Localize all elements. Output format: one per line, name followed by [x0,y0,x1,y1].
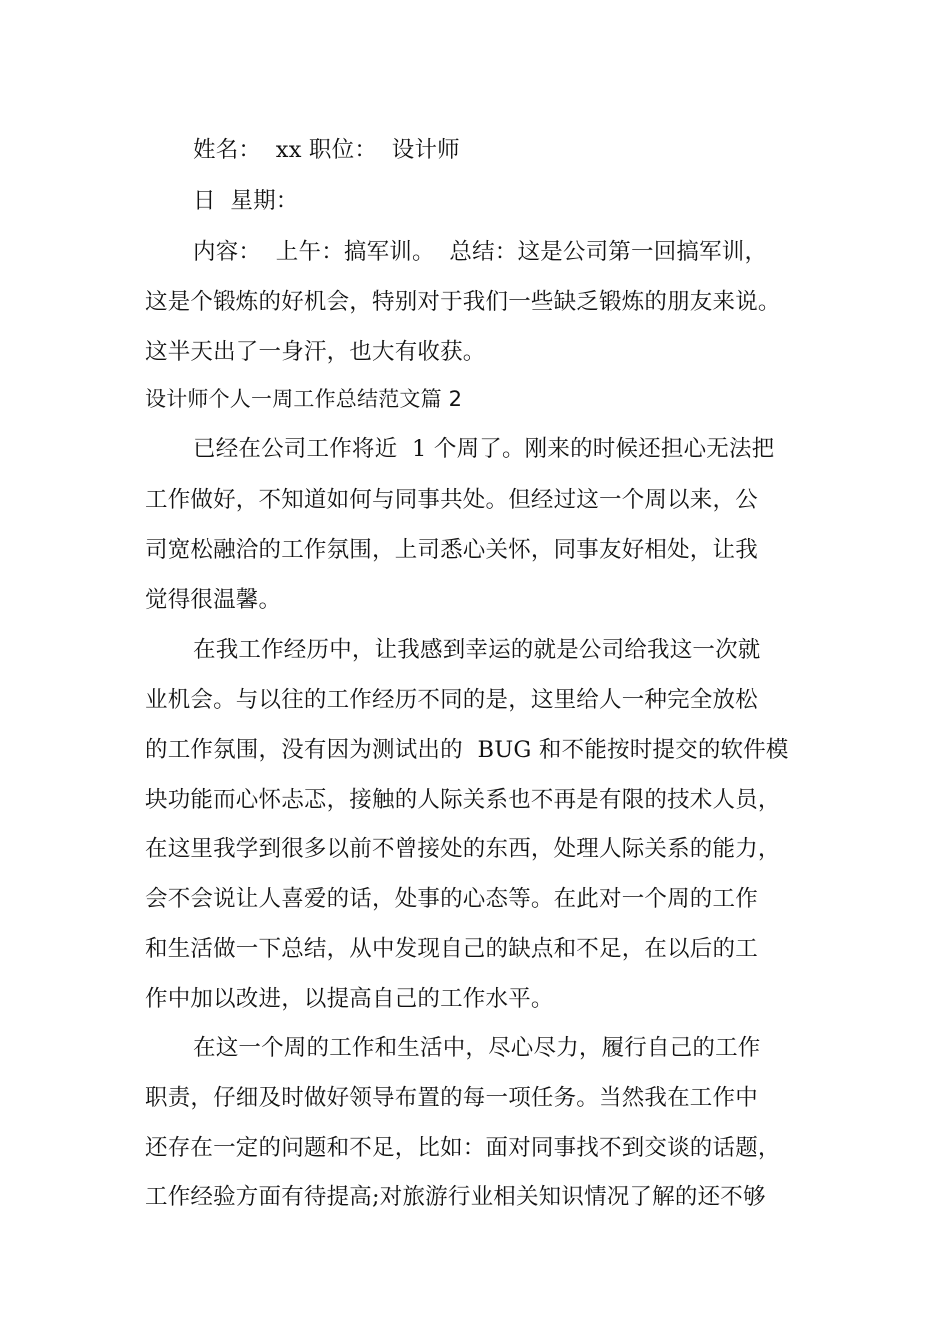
paragraph-line: 和生活做一下总结，从中发现自己的缺点和不足，在以后的工 [145,936,758,962]
paragraph-line: 还存在一定的问题和不足，比如：面对同事找不到交谈的话题， [145,1135,781,1161]
paragraph-line: 块功能而心怀忐忑，接触的人际关系也不再是有限的技术人员， [145,787,781,813]
paragraph-line: 职责，仔细及时做好领导布置的每一项任务。当然我在工作中 [145,1085,758,1111]
intro-line: 内容： 上午：搞军训。 总结：这是公司第一回搞军训， [193,239,768,265]
paragraph-line: 工作经验方面有待提高;对旅游行业相关知识情况了解的还不够 [145,1184,766,1210]
paragraph-line: 在我工作经历中，让我感到幸运的就是公司给我这一次就 [193,637,761,663]
paragraph-line: 觉得很温馨。 [145,587,282,613]
paragraph-line: 在这一个周的工作和生活中，尽心尽力，履行自己的工作 [193,1035,761,1061]
intro-line: 这是个锻炼的好机会，特别对于我们一些缺乏锻炼的朋友来说。 [145,289,781,315]
date-weekday-line: 日 星期： [193,188,299,214]
paragraph-line: 会不会说让人喜爱的话，处事的心态等。在此对一个周的工作 [145,886,758,912]
paragraph-line: 已经在公司工作将近 1 个周了。刚来的时候还担心无法把 [193,436,775,462]
name-position-line: 姓名： xx 职位： 设计师 [193,137,460,163]
paragraph-line: 司宽松融洽的工作氛围，上司悉心关怀，同事友好相处，让我 [145,537,758,563]
paragraph-line: 作中加以改进，以提高自己的工作水平。 [145,986,554,1012]
section-title: 设计师个人一周工作总结范文篇 2 [145,387,463,411]
paragraph-line: 业机会。与以往的工作经历不同的是，这里给人一种完全放松 [145,687,758,713]
paragraph-line: 的工作氛围，没有因为测试出的 BUG 和不能按时提交的软件模 [145,737,789,763]
intro-line: 这半天出了一身汗，也大有收获。 [145,339,486,365]
paragraph-line: 在这里我学到很多以前不曾接处的东西，处理人际关系的能力， [145,836,781,862]
paragraph-line: 工作做好，不知道如何与同事共处。但经过这一个周以来，公 [145,487,758,513]
